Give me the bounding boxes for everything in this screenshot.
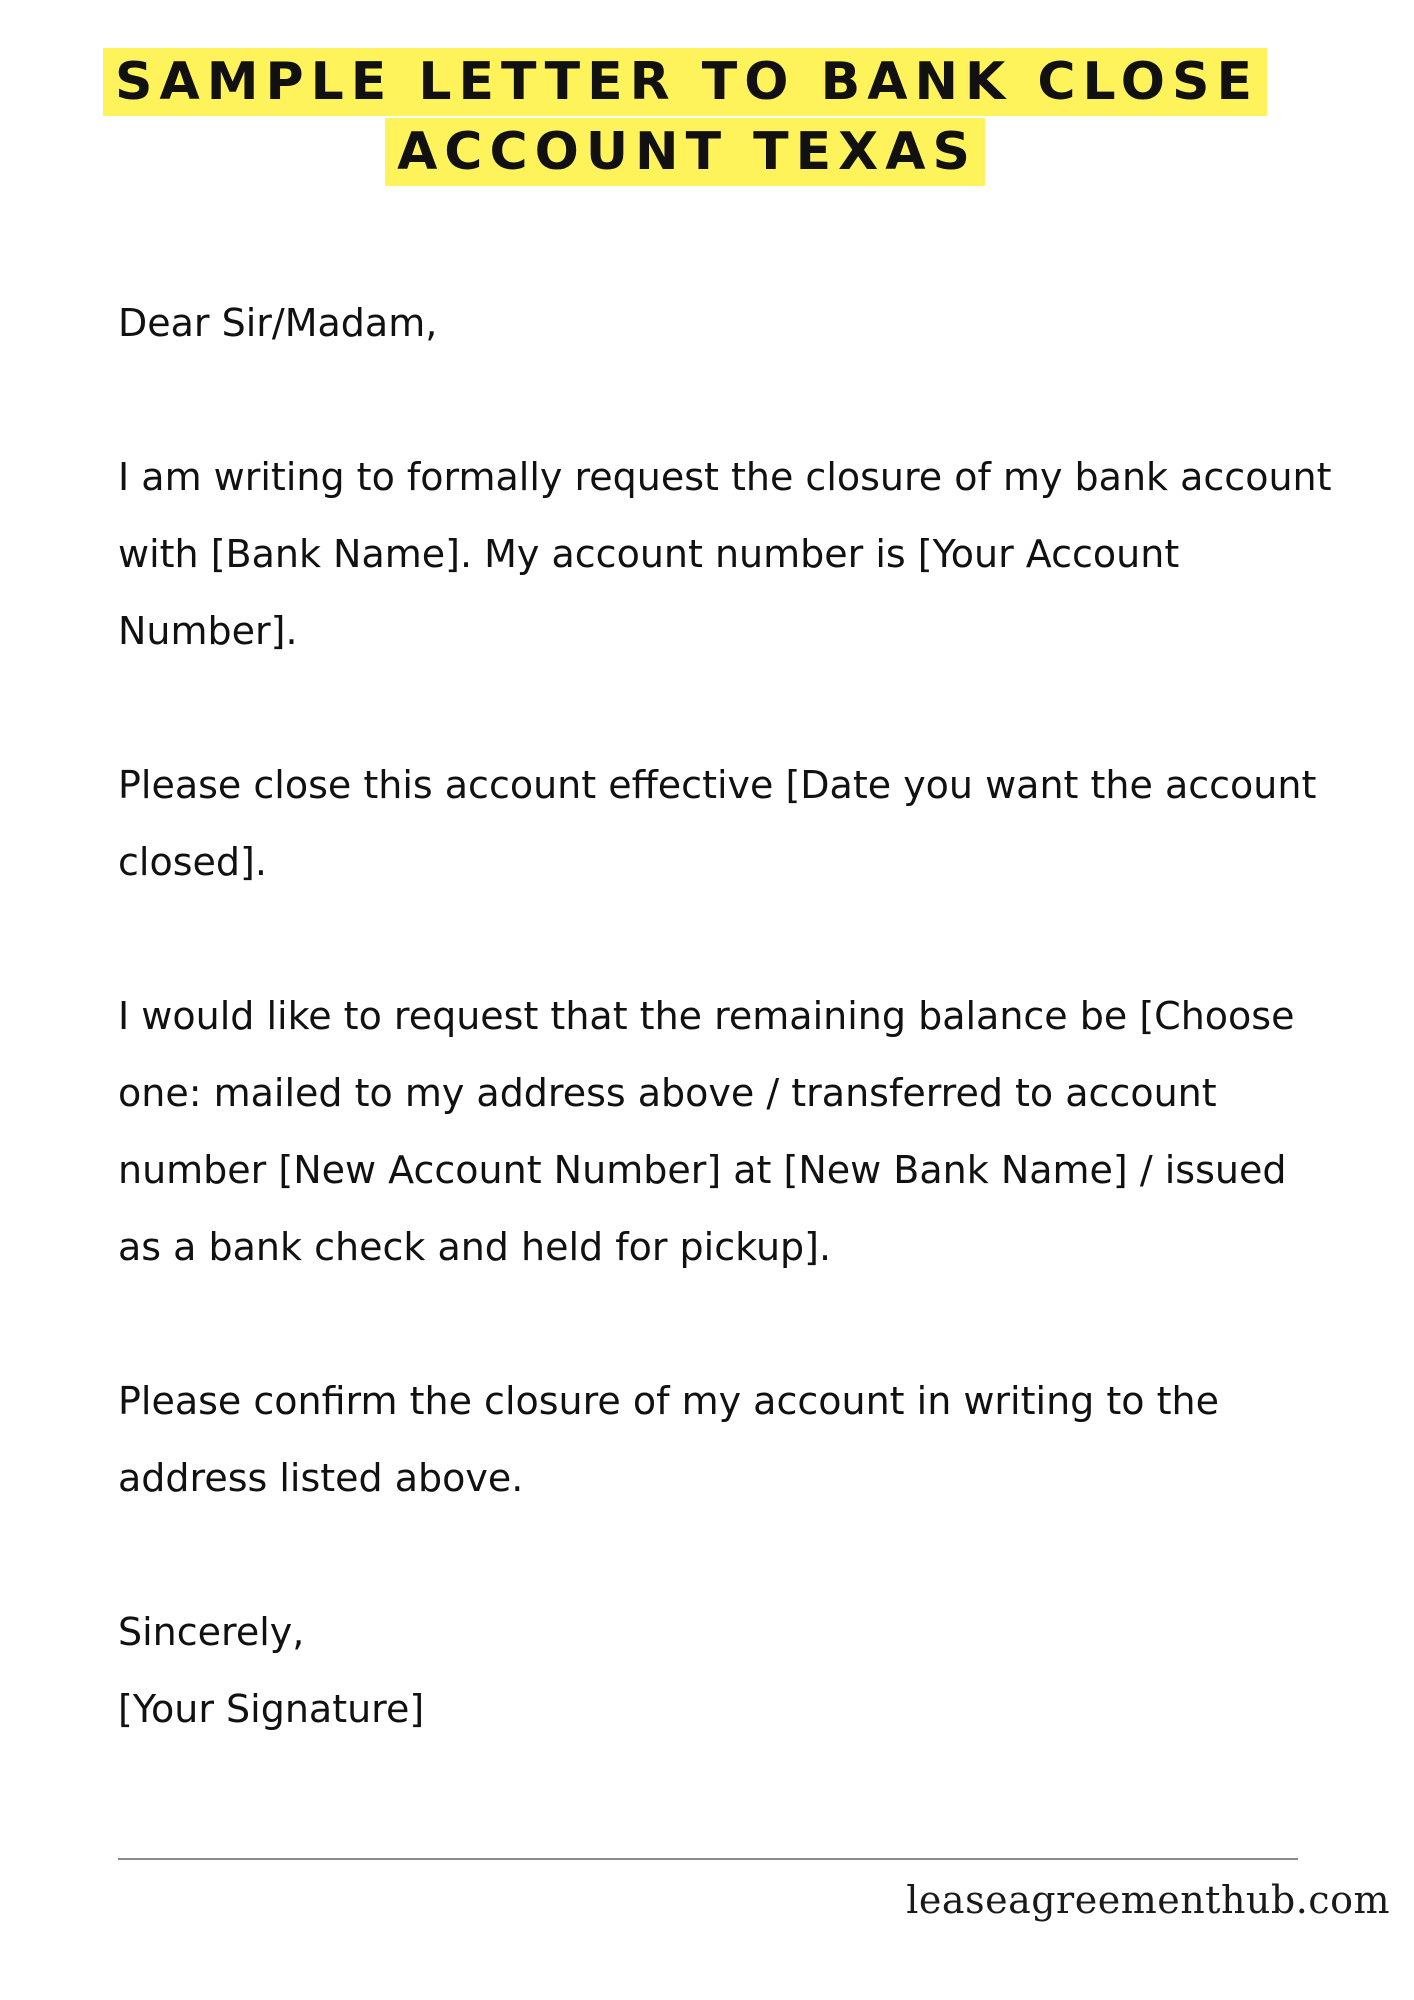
paragraph-confirmation: Please confirm the closure of my account in writing to the address listed above.	[118, 1379, 1219, 1500]
paragraph-account-info: I am writing to formally request the closure of my bank account with [Bank Name]. My account number is [Your Account Number].	[118, 455, 1332, 653]
letter-body	[118, 285, 1338, 1748]
title-line-1: SAMPLE LETTER TO BANK CLOSE	[103, 48, 1267, 116]
closing-text: Sincerely,	[118, 1610, 305, 1654]
paragraph-remaining-balance: I would like to request that the remaining balance be [Choose one: mailed to my address above / transferred to account number [New Account Number] at [New Bank Name] / issued as a bank check and held for pickup].	[118, 994, 1295, 1269]
footer-divider	[118, 1858, 1298, 1860]
footer-site: leaseagreementhub.com	[906, 1878, 1390, 1922]
closing	[118, 1594, 1338, 1748]
paragraph-effective-date: Please close this account effective [Date you want the account closed].	[118, 763, 1317, 884]
signature: [Your Signature]	[118, 1687, 425, 1731]
salutation: Dear Sir/Madam,	[118, 301, 438, 345]
page-title	[0, 48, 1370, 186]
title-line-2: ACCOUNT TEXAS	[385, 118, 985, 186]
